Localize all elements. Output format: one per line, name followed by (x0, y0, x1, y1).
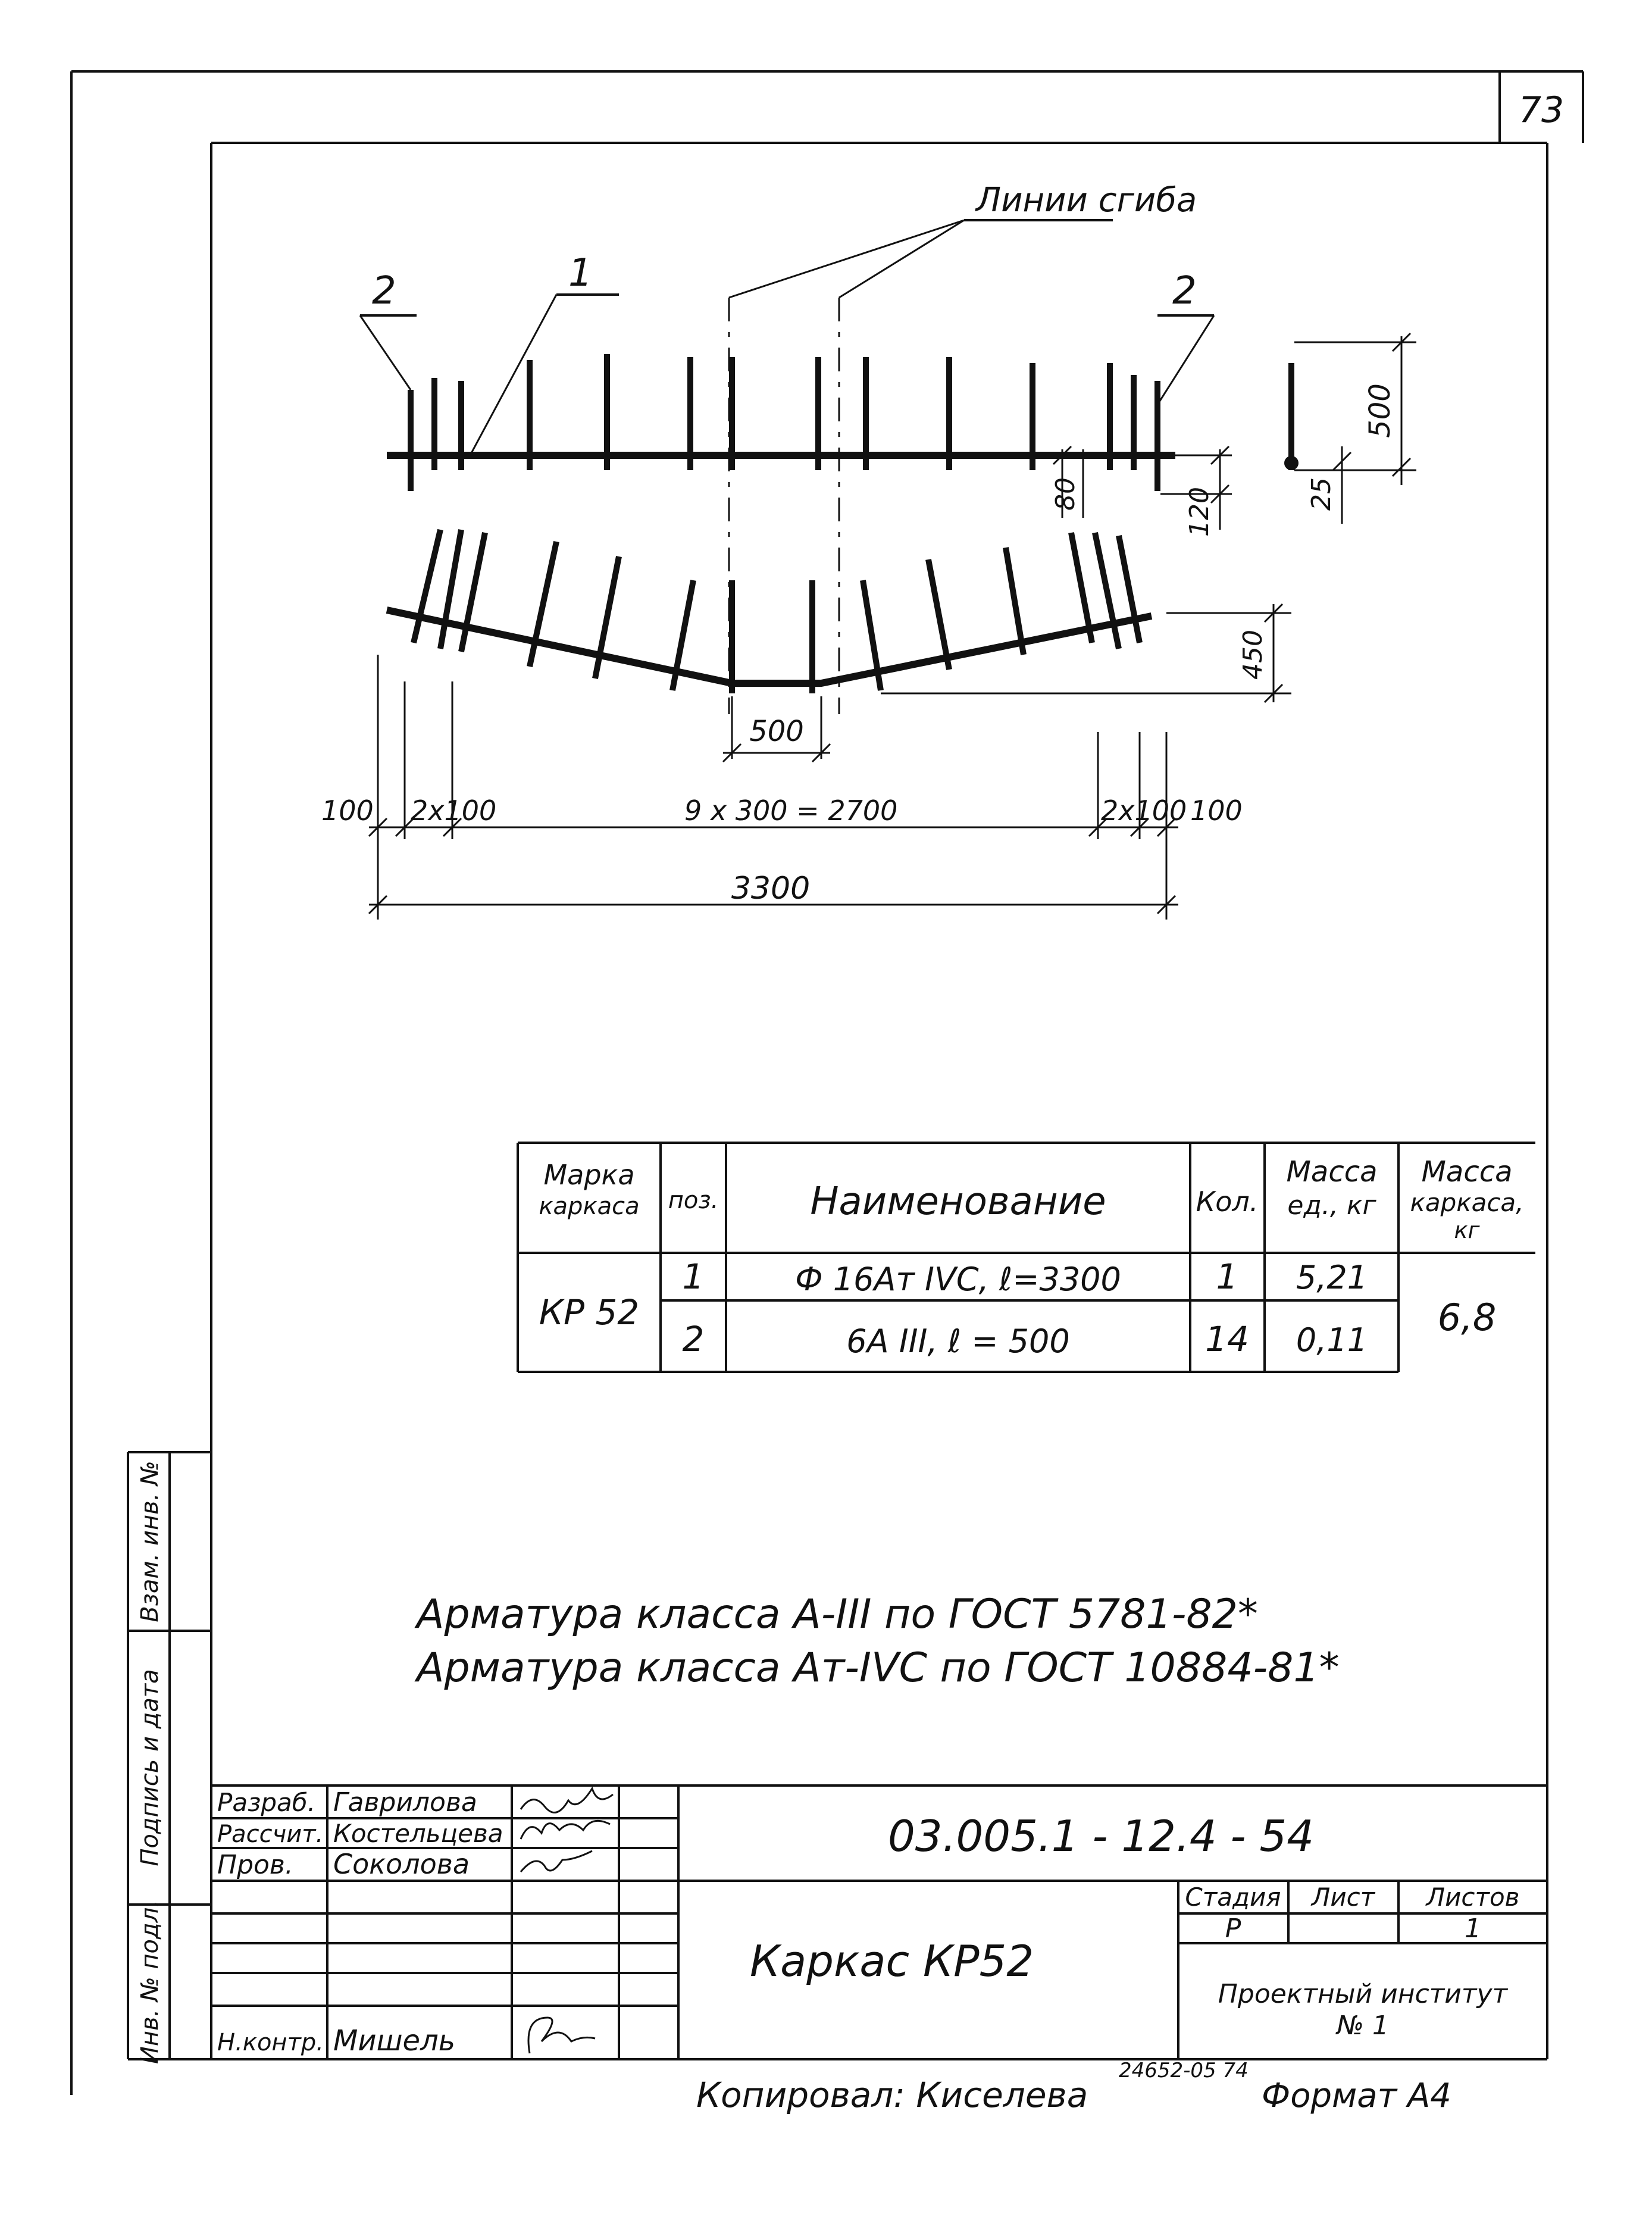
dim-9x300: 9 х 300 = 2700 (684, 795, 898, 827)
bend-lines-label: Линии сгиба (976, 181, 1197, 220)
header-frame-mass-line3: кг (1454, 1217, 1480, 1243)
sheet-number: 73 (1518, 89, 1565, 131)
header-unit-mass-line1: Масса (1286, 1155, 1378, 1189)
header-name: Наименование (810, 1180, 1106, 1224)
signature-2 (521, 1821, 610, 1839)
main-bar-bent (387, 610, 1152, 683)
role-norm-control: Н.контр. (217, 2029, 324, 2056)
stage-value: Р (1225, 1913, 1241, 1944)
row2-pos: 2 (682, 1319, 705, 1359)
name-checked: Соколова (333, 1848, 470, 1880)
position-2-right-label: 2 (1172, 269, 1197, 313)
sheets-header: Листов (1426, 1883, 1520, 1912)
dim-500-horizontal: 500 (749, 715, 804, 748)
position-1-label: 1 (568, 251, 593, 295)
role-checked: Пров. (217, 1850, 293, 1880)
header-qty: Кол. (1196, 1186, 1259, 1218)
stage-header: Стадия (1185, 1883, 1281, 1912)
name-norm-control: Мишель (333, 2024, 456, 2057)
row2-qty: 14 (1205, 1319, 1249, 1359)
row2-unit-mass: 0,11 (1296, 1321, 1368, 1359)
role-calculated: Рассчит. (217, 1821, 324, 1848)
bar-end-dot (1284, 456, 1299, 470)
name-developer: Гаврилова (333, 1787, 477, 1818)
header-frame-mass-line1: Масса (1421, 1155, 1513, 1189)
row1-unit-mass: 5,21 (1296, 1259, 1368, 1296)
dim-500-vertical: 500 (1363, 383, 1397, 438)
title-block-people (217, 1787, 613, 2057)
frame-mark: КР 52 (539, 1292, 640, 1333)
header-mark-line1: Марка (543, 1159, 635, 1191)
header-frame-mass-line2: каркаса, (1410, 1188, 1524, 1217)
document-title: Каркас КР52 (750, 1936, 1034, 1986)
dim-100-right: 100 (1190, 795, 1243, 827)
frame-flat-view (360, 251, 1299, 714)
dim-2x100-left: 2х100 (411, 795, 497, 827)
sheets-value: 1 (1465, 1913, 1481, 1944)
dim-100-left: 100 (321, 795, 374, 827)
row1-pos: 1 (682, 1256, 705, 1297)
signature-3 (521, 1851, 592, 1872)
organization-line1: Проектный институт (1218, 1979, 1508, 2009)
footer-copied-by: Копировал: Киселева (696, 2075, 1088, 2115)
spec-table (539, 1155, 1523, 1360)
note-2: Арматура класса Ат-IVC по ГОСТ 10884-81* (417, 1644, 1340, 1691)
footer-code: 24652-05 74 (1119, 2059, 1249, 2082)
side-stamp-signature-date: Подпись и дата (136, 1669, 164, 1866)
sheet-header: Лист (1311, 1883, 1375, 1912)
name-calculated: Костельцева (333, 1819, 503, 1848)
dim-25: 25 (1306, 477, 1337, 511)
header-mark-line2: каркаса (539, 1193, 640, 1220)
dim-3300: 3300 (731, 871, 811, 906)
dim-2x100-right: 2х100 (1101, 795, 1187, 827)
side-stamp-inv-no: Инв. № подл. (136, 1900, 164, 2064)
frame-bent-view (387, 530, 1152, 693)
signature-4 (528, 2018, 595, 2053)
side-stamp-replacement-inv: Взам. инв. № (136, 1461, 164, 1622)
signature-1 (521, 1788, 613, 1812)
dim-80: 80 (1050, 477, 1081, 511)
footer-format: Формат А4 (1262, 2077, 1451, 2115)
note-1: Арматура класса A-III по ГОСТ 5781-82* (417, 1591, 1258, 1638)
dim-120: 120 (1184, 487, 1215, 537)
role-developer: Разраб. (217, 1788, 316, 1817)
dim-450: 450 (1238, 630, 1268, 680)
row1-name: Ф 16Ат IVC, ℓ=3300 (795, 1261, 1121, 1298)
row1-qty: 1 (1216, 1256, 1238, 1297)
position-2-left-label: 2 (372, 269, 396, 313)
frame-mass: 6,8 (1437, 1296, 1497, 1339)
organization-line2: № 1 (1337, 2010, 1389, 2041)
document-code: 03.005.1 - 12.4 - 54 (887, 1811, 1315, 1861)
header-unit-mass-line2: ед., кг (1287, 1190, 1376, 1221)
header-pos: поз. (668, 1187, 719, 1214)
row2-name: 6A III, ℓ = 500 (846, 1322, 1070, 1360)
bend-lines-callout (729, 181, 1197, 298)
